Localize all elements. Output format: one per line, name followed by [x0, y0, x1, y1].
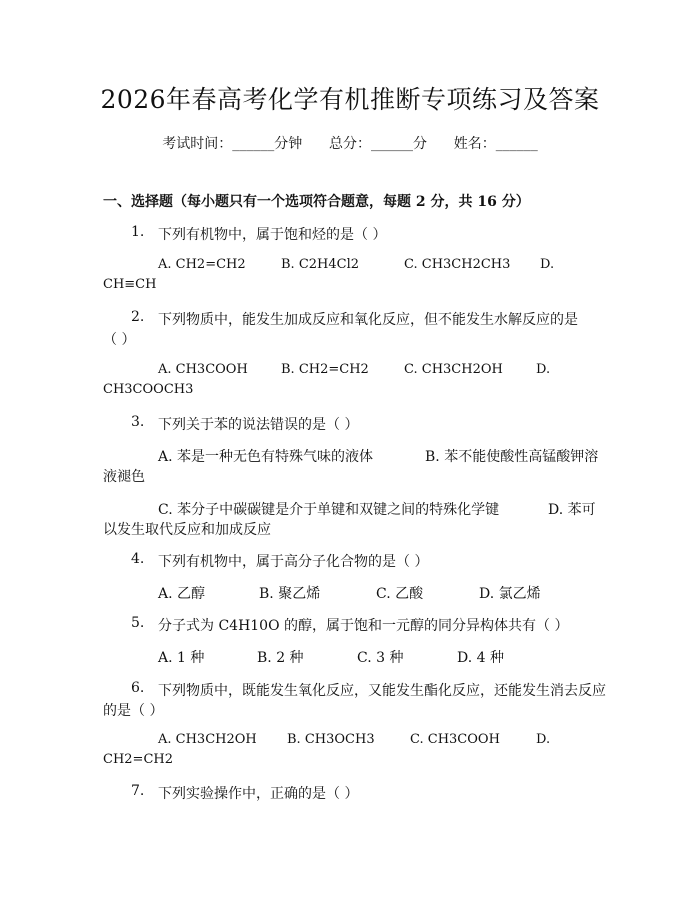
option-c: C. CH3CH2OH [404, 362, 503, 377]
question-text: 下列实验操作中，正确的是（ ） [158, 786, 359, 802]
option-a: A. 1 种 [158, 650, 205, 666]
option-b-wrap: 液褪色 [103, 469, 145, 485]
option-d: D. [540, 257, 555, 272]
option-c: C. CH3COOH [410, 732, 500, 747]
option-a: A. CH3COOH [158, 362, 248, 377]
name-label: 姓名： [453, 136, 496, 152]
question-text-wrap: 的是（ ） [103, 703, 164, 719]
time-label: 考试时间： [162, 136, 233, 152]
score-blank: ______ [371, 136, 413, 152]
time-unit: 分钟 [274, 136, 303, 152]
option-d: D. 4 种 [457, 650, 504, 666]
option-d-wrap: 以发生取代反应和加成反应 [103, 522, 271, 538]
option-b: B. C2H4Cl2 [281, 257, 360, 272]
name-blank: ______ [495, 136, 538, 152]
question-text: 下列物质中，能发生加成反应和氧化反应，但不能发生水解反应的是 [158, 312, 578, 328]
option-b: B. 苯不能使酸性高锰酸钾溶 [425, 449, 599, 465]
option-c: C. 苯分子中碳碳键是介于单键和双键之间的特殊化学键 [158, 502, 500, 518]
option-d: D. 苯可 [548, 502, 596, 518]
score-unit: 分 [413, 136, 427, 152]
option-d: D. [536, 732, 551, 747]
option-d: D. 氯乙烯 [479, 586, 541, 602]
option-c: C. 3 种 [357, 650, 404, 666]
question-number: 6. [131, 680, 145, 696]
question-text: 分子式为 C4H10O 的醇，属于饱和一元醇的同分异构体共有（ ） [158, 618, 569, 634]
option-a: A. 苯是一种无色有特殊气味的液体 [158, 449, 374, 465]
option-b: B. 聚乙烯 [259, 586, 321, 602]
question-number: 7. [131, 783, 145, 799]
question-number: 4. [131, 551, 145, 567]
section-heading: 一、选择题（每小题只有一个选项符合题意，每题 2 分，共 16 分） [103, 194, 530, 210]
score-label: 总分： [329, 136, 371, 152]
question-text: 下列物质中，既能发生氧化反应，又能发生酯化反应，还能发生消去反应 [158, 683, 606, 699]
option-c: C. CH3CH2CH3 [404, 257, 511, 272]
question-text: 下列有机物中，属于饱和烃的是（ ） [158, 227, 387, 243]
option-d-wrap: CH≡CH [103, 277, 157, 292]
page-title: 2026年春高考化学有机推断专项练习及答案 [100, 85, 600, 114]
question-text: 下列关于苯的说法错误的是（ ） [158, 417, 359, 433]
question-number: 2. [131, 309, 145, 325]
option-b: B. CH3OCH3 [287, 732, 375, 747]
option-d-wrap: CH3COOCH3 [103, 382, 194, 397]
option-d-wrap: CH2=CH2 [103, 752, 174, 767]
question-number: 3. [131, 414, 145, 430]
time-blank: ______ [232, 136, 275, 152]
option-b: B. CH2=CH2 [281, 362, 369, 377]
question-number: 1. [131, 224, 145, 240]
option-b: B. 2 种 [257, 650, 304, 666]
question-text: 下列有机物中，属于高分子化合物的是（ ） [158, 554, 429, 570]
exam-info-line [0, 133, 700, 153]
option-d: D. [536, 362, 551, 377]
question-text-wrap: （ ） [103, 332, 136, 348]
option-a: A. 乙醇 [158, 586, 206, 602]
option-a: A. CH2=CH2 [158, 257, 246, 272]
question-number: 5. [131, 615, 145, 631]
option-a: A. CH3CH2OH [158, 732, 257, 747]
option-c: C. 乙酸 [376, 586, 424, 602]
